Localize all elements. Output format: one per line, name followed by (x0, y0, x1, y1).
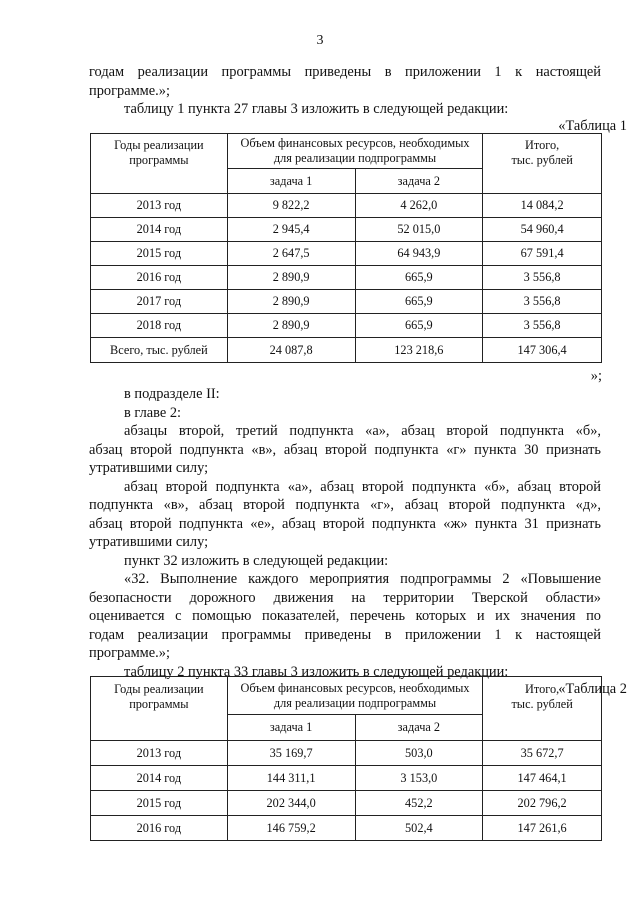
body-line-4: абзац второй подпункта «в», абзац второй подпункта «г» пункта 30 признать (89, 442, 601, 458)
body-line-14: годам реализации программы приведены в приложении 1 к настоящей (89, 627, 601, 643)
table-row: 2015 год 2 647,5 64 943,9 67 591,4 (91, 242, 602, 266)
body-line-11: «32. Выполнение каждого мероприятия подпрограммы 2 «Повышение (124, 571, 601, 587)
table-row: 2018 год 2 890,9 665,9 3 556,8 (91, 314, 602, 338)
table-row: 2017 год 2 890,9 665,9 3 556,8 (91, 290, 602, 314)
header-financing: Объем финансовых ресурсов, необходимых для реализации подпрограммы (227, 134, 482, 169)
header-total: Итого, тыс. рублей (483, 134, 602, 194)
subheader-task-1: задача 1 (227, 169, 355, 194)
body-line-7: подпункта «в», абзац второй подпункта «г», абзац второй подпункта «д», (89, 497, 601, 513)
table1-caption: «Таблица 1 (558, 118, 627, 134)
table-2 (90, 676, 602, 841)
body-line-3: абзацы второй, третий подпункта «а», абзац второй подпункта «б», (124, 423, 601, 439)
header-financing: Объем финансовых ресурсов, необходимых для реализации подпрограммы (227, 677, 482, 715)
table1-closing: »; (590, 368, 602, 384)
table-row: 2014 год 144 311,1 3 153,0 147 464,1 (91, 766, 602, 791)
header-years: Годы реализации программы (91, 677, 228, 741)
body-line-8: абзац второй подпункта «е», абзац второй подпункта «ж» пункта 31 признать (89, 516, 601, 532)
body-line-12: безопасности дорожного движения на территории Тверской области» (89, 590, 601, 606)
intro-line-1: годам реализации программы приведены в приложении 1 к настоящей (89, 64, 601, 80)
body-line-5: утратившими силу; (89, 460, 209, 476)
body-line-16: таблицу 2 пункта 33 главы 3 изложить в следующей редакции: (124, 664, 509, 680)
header-total: Итого, тыс. рублей (483, 677, 602, 741)
body-line-15: программе.»; (89, 645, 170, 661)
intro-line-3: таблицу 1 пункта 27 главы 3 изложить в следующей редакции: (124, 101, 509, 117)
table-row-total: Всего, тыс. рублей 24 087,8 123 218,6 147 306,4 (91, 338, 602, 363)
body-line-10: пункт 32 изложить в следующей редакции: (124, 553, 389, 569)
page-number: 3 (316, 33, 324, 48)
table2-caption: «Таблица 2 (558, 681, 627, 697)
intro-line-2: программе.»; (89, 83, 170, 99)
table-row: 2015 год 202 344,0 452,2 202 796,2 (91, 791, 602, 816)
body-line-2: в главе 2: (124, 405, 182, 421)
table-row: 2013 год 9 822,2 4 262,0 14 084,2 (91, 194, 602, 218)
subheader-task-1: задача 1 (227, 715, 355, 741)
subheader-task-2: задача 2 (355, 715, 483, 741)
table-row: 2016 год 146 759,2 502,4 147 261,6 (91, 816, 602, 841)
table-row: 2014 год 2 945,4 52 015,0 54 960,4 (91, 218, 602, 242)
table-1 (90, 133, 602, 363)
body-line-1: в подразделе II: (124, 386, 220, 402)
table-row: 2016 год 2 890,9 665,9 3 556,8 (91, 266, 602, 290)
table-row: 2013 год 35 169,7 503,0 35 672,7 (91, 741, 602, 766)
header-years: Годы реализации программы (91, 134, 228, 194)
body-line-9: утратившими силу; (89, 534, 209, 550)
body-line-6: абзац второй подпункта «а», абзац второй подпункта «б», абзац второй (124, 479, 601, 495)
body-line-13: оценивается с помощью показателей, перечень которых и их значения по (89, 608, 601, 624)
subheader-task-2: задача 2 (355, 169, 483, 194)
